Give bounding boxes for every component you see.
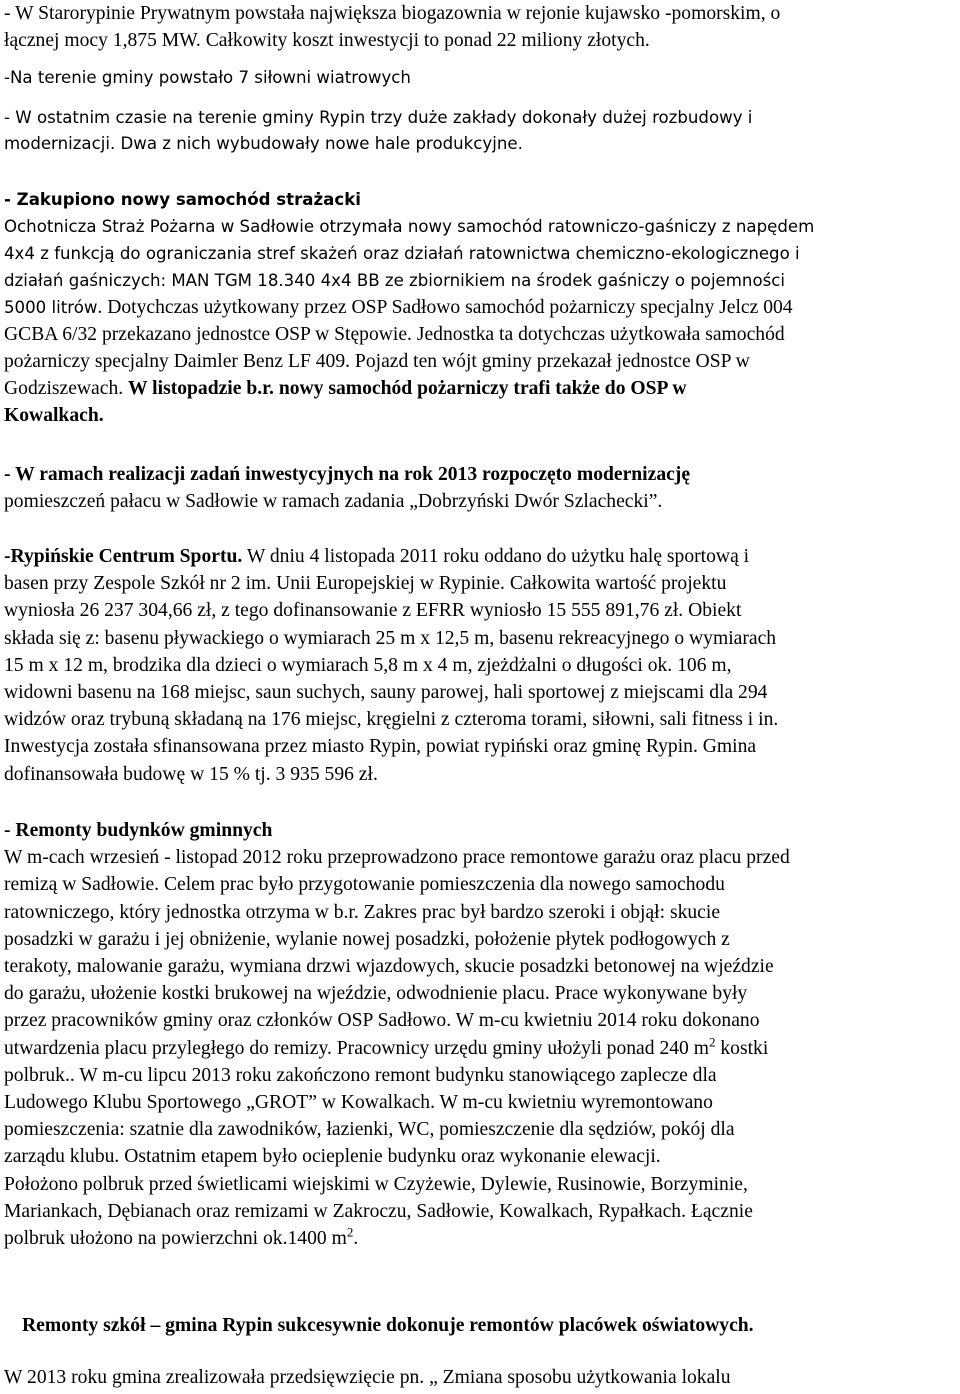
text-line: W 2013 roku gmina zrealizowała przedsięwzięcie pn. „ Zmiana sposobu użytkowania lokalu	[4, 1367, 731, 1388]
text-line: ratowniczego, który jednostka otrzyma w b.r. Zakres prac był bardzo szeroki i objął: skucie	[4, 901, 721, 923]
text-line: basen przy Zespole Szkół nr 2 im. Unii Europejskiej w Rypinie. Całkowita wartość projektu	[4, 573, 727, 595]
text-line: pomieszczenia: szatnie dla zawodników, łazienki, WC, pomieszczenie dla sędziów, pokój dla	[4, 1119, 735, 1141]
text-line	[4, 375, 956, 402]
text-fragment: działań gaśniczych: MAN TGM 18	[4, 271, 279, 290]
text-line: -Na terenie gminy powstało 7 siłowni wiatrowych	[4, 68, 411, 87]
text-line: W m-cach wrzesień - listopad 2012 roku przeprowadzono prace remontowe garażu oraz placu przed	[4, 847, 790, 869]
paragraph-palace	[4, 461, 956, 515]
text-line: - W ostatnim czasie na terenie gminy Rypin trzy duże zakłady dokonały dużej rozbudowy i	[4, 108, 753, 127]
section-heading: -Rypińskie Centrum Sportu.	[4, 546, 243, 567]
text-fragment: utwardzenia placu przyległego do remizy. Pracownicy urzędu gminy ułożyli ponad 240 m	[4, 1037, 709, 1059]
text-fragment: .340 4x4 BB ze zbiornikiem na środek gaśniczy o pojemności	[278, 271, 785, 290]
text-line: Położono polbruk przed świetlicami wiejskimi w Czyżewie, Dylewie, Rusinowie, Borzyminie,	[4, 1173, 748, 1195]
text-line: - W ramach realizacji zadań inwestycyjnych na rok 2013 rozpoczęto modernizację	[4, 464, 691, 485]
section-heading: - Zakupiono nowy samochód strażacki	[4, 190, 361, 209]
text-line: pomieszczeń pałacu w Sadłowie w ramach zadania „Dobrzyński Dwór Szlachecki”.	[4, 491, 663, 513]
text-line: posadzki w garażu i jej obniżenie, wylanie nowej posadzki, położenie płytek podłogowych z	[4, 928, 730, 950]
text-fragment: 5000 litrów	[4, 298, 98, 317]
section-heading-schools: Remonty szkół – gmina Rypin sukcesywnie dokonuje remontów placówek oświatowych.	[22, 1315, 754, 1336]
text-line: - W Starorypinie Prywatnym powstała największa biogazownia w rejonie kujawsko -pomorskim, o	[4, 3, 781, 24]
text-line: modernizacji. Dwa z nich wybudowały nowe hale produkcyjne.	[4, 134, 523, 154]
text-line: zarządu klubu. Ostatnim etapem było ocieplenie budynku oraz wykonanie elewacji.	[4, 1146, 661, 1168]
text-line: widowni basenu na 168 miejsc, saun suchych, sauny parowej, hali sportowej z miejscami dla 294	[4, 682, 768, 704]
text-line: remizą w Sadłowie. Celem prac było przygotowanie pomieszczenia dla nowego samochodu	[4, 874, 725, 896]
text-line: 15 m x 12 m, brodzika dla dzieci o wymiarach 5,8 m x 4 m, zjeżdżalni o długości ok. 106 m,	[4, 654, 732, 676]
text-line	[4, 267, 956, 294]
superscript: 2	[708, 1034, 716, 1050]
paragraph-factories	[4, 105, 956, 157]
paragraph-building-repairs	[4, 817, 956, 1252]
superscript: 2	[346, 1224, 354, 1240]
text-fragment: Godziszewach.	[4, 378, 129, 400]
text-fragment: polbruk ułożono na powierzchni ok.1400 m	[4, 1228, 347, 1250]
text-line: 4x4 z funkcją do ograniczania stref skażeń oraz działań ratownictwa chemiczno-ekologicznego i	[4, 244, 800, 263]
text-line: GCBA 6/32 przekazano jednostce OSP w Stępowie. Jednostka ta dotychczas użytkowała samochód	[4, 324, 785, 346]
text-line	[4, 1225, 956, 1252]
text-line: Inwestycja została sfinansowana przez miasto Rypin, powiat rypiński oraz gminę Rypin. Gmina	[4, 736, 757, 758]
text-line: przez pracowników gminy oraz członków OSP Sadłowo. W m-cu kwietniu 2014 roku dokonano	[4, 1010, 760, 1032]
text-fragment: W dniu 4 listopada 2011 roku oddano do użytku halę sportową i	[242, 546, 750, 567]
paragraph-sport-center	[4, 543, 956, 788]
text-line	[4, 294, 956, 321]
text-line: Mariankach, Dębianach oraz remizami w Zakroczu, Sadłowie, Kowalkach, Rypałkach. Łącznie	[4, 1200, 753, 1222]
text-line: pożarniczy specjalny Daimler Benz LF 409. Pojazd ten wójt gminy przekazał jednostce OSP w	[4, 351, 750, 373]
text-line: widzów oraz trybuną składaną na 176 miejsc, kręgielni z czteroma torami, siłowni, sali fitness i in.	[4, 709, 779, 731]
text-fragment: . Dotychczas użytkowany przez OSP Sadłowo samochód pożarniczy specjalny Jelcz 004	[97, 297, 793, 318]
paragraph-biogas	[4, 0, 956, 54]
text-line: terakoty, malowanie garażu, wymiana drzwi wjazdowych, skucie posadzki betonowej na wjeździe	[4, 956, 774, 978]
text-line: łącznej mocy 1,875 MW. Całkowity koszt inwestycji to ponad 22 miliony złotych.	[4, 30, 650, 52]
paragraph-schools	[4, 1364, 956, 1391]
text-line: Kowalkach.	[4, 405, 104, 427]
text-line	[4, 543, 956, 570]
section-heading: - Remonty budynków gminnych	[4, 820, 273, 841]
text-line: Ludowego Klubu Sportowego „GROT” w Kowalkach. W m-cu kwietniu wyremontowano	[4, 1092, 713, 1114]
text-line: wyniosła 26 237 304,66 zł, z tego dofinansowanie z EFRR wyniosło 15 555 891,76 zł. Obiekt	[4, 600, 742, 622]
paragraph-wind	[4, 65, 956, 91]
text-line	[4, 1035, 956, 1062]
text-line: do garażu, ułożenie kostki brukowej na wjeździe, odwodnienie placu. Prace wykonywane były	[4, 983, 748, 1005]
paragraph-fire-truck	[4, 186, 956, 429]
text-fragment: .	[353, 1228, 359, 1250]
text-fragment-bold: W listopadzie b.r. nowy samochód pożarniczy trafi także do OSP w	[128, 378, 687, 400]
text-line: składa się z: basenu pływackiego o wymiarach 25 m x 12,5 m, basenu rekreacyjnego o wymiarach	[4, 627, 777, 649]
text-line: dofinansowała budowę w 15 % tj. 3 935 596 zł.	[4, 763, 378, 785]
text-line: polbruk.. W m-cu lipcu 2013 roku zakończono remont budynku stanowiącego zaplecze dla	[4, 1064, 717, 1086]
text-line: Ochotnicza Straż Pożarna w Sadłowie otrzymała nowy samochód ratowniczo-gaśniczy z napędem	[4, 217, 815, 236]
text-fragment: kostki	[715, 1037, 769, 1059]
